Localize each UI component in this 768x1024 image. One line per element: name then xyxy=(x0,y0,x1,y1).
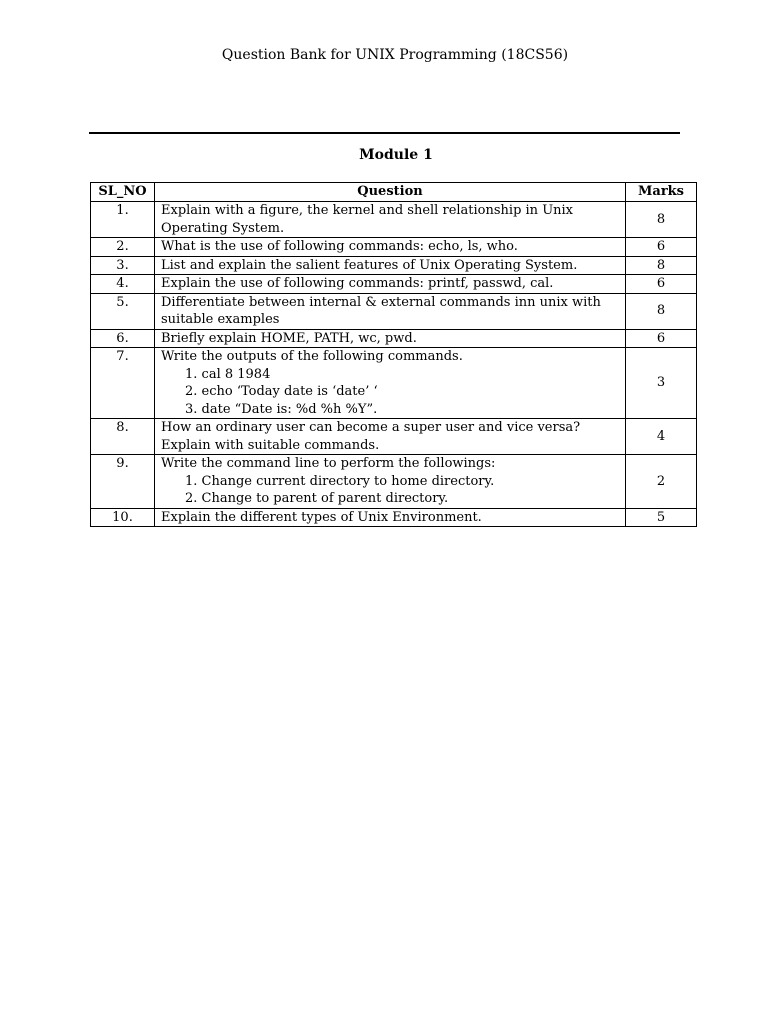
row-question-cell xyxy=(155,329,626,348)
row-sl-no: 2. xyxy=(91,238,155,257)
row-question-cell xyxy=(155,508,626,527)
table-row xyxy=(91,329,697,348)
table-row xyxy=(91,202,697,238)
table-row xyxy=(91,238,697,257)
table-row xyxy=(91,419,697,455)
row-question-cell xyxy=(155,202,626,238)
row-question-text: Briefly explain HOME, PATH, wc, pwd. xyxy=(161,330,417,346)
row-marks: 2 xyxy=(626,455,697,509)
row-question-cell xyxy=(155,275,626,294)
row-marks: 6 xyxy=(626,275,697,294)
row-marks: 3 xyxy=(626,348,697,419)
header-question: Question xyxy=(155,183,626,202)
row-sub-item: 2. Change to parent of parent directory. xyxy=(185,491,449,506)
row-sl-no: 10. xyxy=(91,508,155,527)
row-sl-no: 8. xyxy=(91,419,155,455)
row-question-cell xyxy=(155,455,626,509)
row-question-text: Explain with a figure, the kernel and shell relationship in Unix Operating System. xyxy=(161,203,574,236)
module-heading: Module 1 xyxy=(359,147,433,163)
row-sl-no: 5. xyxy=(91,293,155,329)
table-row xyxy=(91,455,697,509)
table-row xyxy=(91,508,697,527)
row-question-cell xyxy=(155,348,626,419)
row-question-text: How an ordinary user can become a super user and vice versa? Explain with suitable commands. xyxy=(161,420,581,453)
row-sub-item: 1. Change current directory to home directory. xyxy=(185,473,495,489)
horizontal-rule xyxy=(89,132,680,134)
row-sub-item: 2. echo ‘Today date is ‘date’ ‘ xyxy=(185,384,378,399)
row-sl-no: 1. xyxy=(91,202,155,238)
row-marks: 6 xyxy=(626,238,697,257)
table-header-row xyxy=(91,183,697,202)
row-sl-no: 6. xyxy=(91,329,155,348)
row-marks: 6 xyxy=(626,329,697,348)
document-title: Question Bank for UNIX Programming (18CS56) xyxy=(221,47,569,63)
row-question-text: Explain the different types of Unix Environment. xyxy=(161,509,482,525)
row-sub-item: 3. date “Date is: %d %h %Y”. xyxy=(185,401,378,417)
row-marks: 5 xyxy=(626,508,697,527)
row-question-text: Write the command line to perform the followings: xyxy=(161,456,496,471)
row-question-text: Write the outputs of the following commands. xyxy=(161,349,463,364)
row-sub-list xyxy=(161,366,619,419)
row-sl-no: 4. xyxy=(91,275,155,294)
row-marks: 8 xyxy=(626,256,697,275)
row-marks: 4 xyxy=(626,419,697,455)
row-question-text: List and explain the salient features of Unix Operating System. xyxy=(161,257,578,273)
row-sl-no: 3. xyxy=(91,256,155,275)
row-question-cell xyxy=(155,293,626,329)
row-question-text: Explain the use of following commands: printf, passwd, cal. xyxy=(161,276,554,291)
table-row xyxy=(91,293,697,329)
row-sl-no: 7. xyxy=(91,348,155,419)
row-question-cell xyxy=(155,238,626,257)
row-sub-item: 1. cal 8 1984 xyxy=(185,366,271,382)
row-question-text: What is the use of following commands: echo, ls, who. xyxy=(161,239,518,254)
row-marks: 8 xyxy=(626,202,697,238)
row-sl-no: 9. xyxy=(91,455,155,509)
row-sub-list xyxy=(161,473,619,508)
header-marks: Marks xyxy=(626,183,697,202)
table-row xyxy=(91,275,697,294)
row-question-cell xyxy=(155,256,626,275)
table-body xyxy=(91,202,697,527)
table-row xyxy=(91,256,697,275)
row-marks: 8 xyxy=(626,293,697,329)
row-question-cell xyxy=(155,419,626,455)
question-table xyxy=(90,182,697,527)
table-row xyxy=(91,348,697,419)
row-question-text: Differentiate between internal & external commands inn unix with suitable examples xyxy=(161,294,601,327)
header-sl-no: SL_NO xyxy=(91,183,155,202)
